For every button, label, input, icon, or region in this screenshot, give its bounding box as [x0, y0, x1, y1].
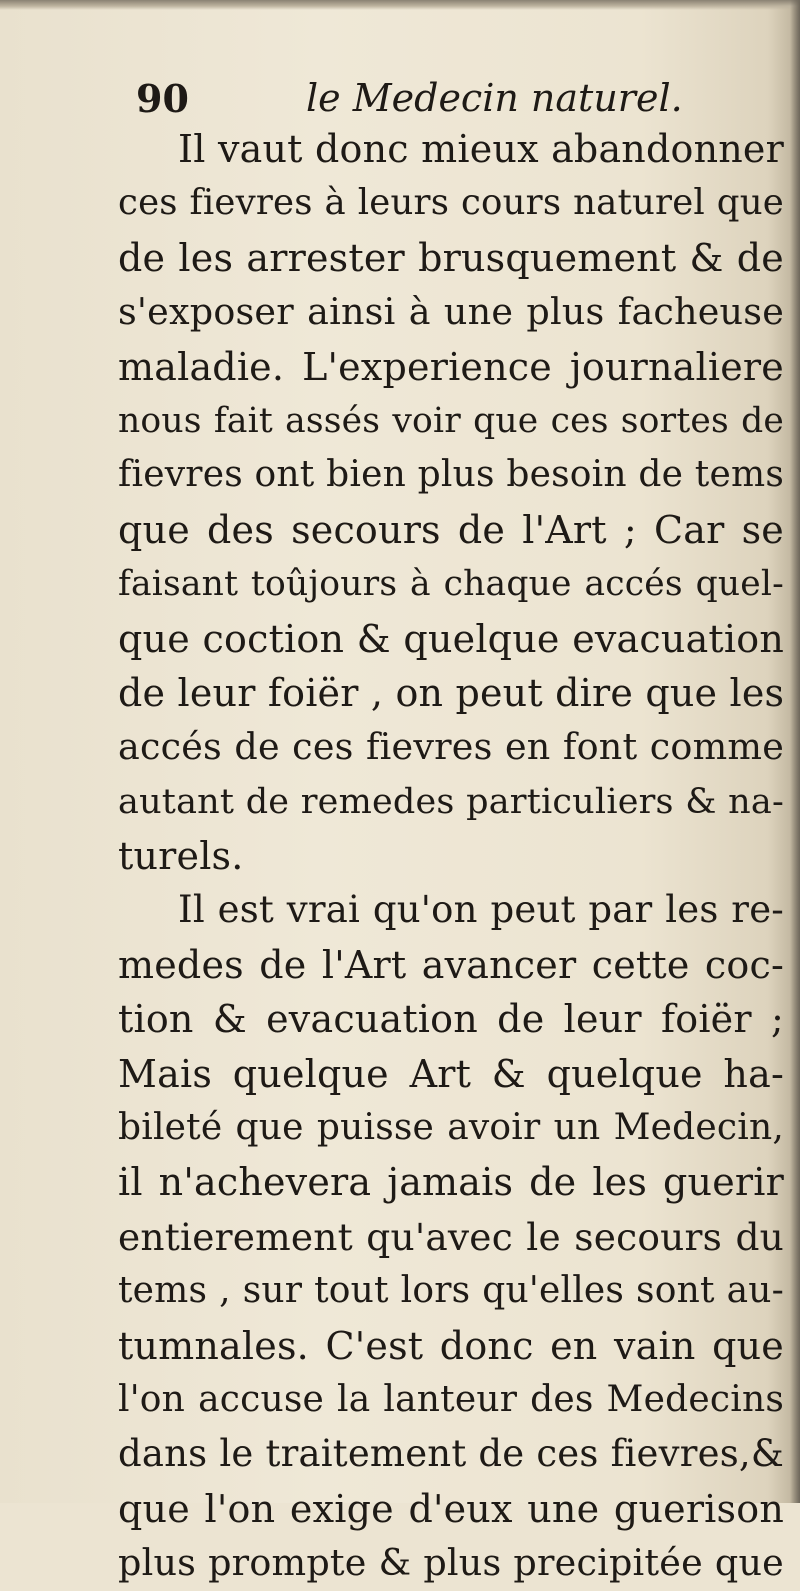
body-text: [118, 122, 784, 1591]
text-line: medes de l'Art avancer cette coc-: [118, 942, 784, 987]
text-line: ces fievres à leurs cours naturel que: [118, 182, 784, 224]
text-line: accés de ces fievres en font comme: [118, 725, 784, 769]
page-top-edge: [0, 0, 800, 10]
text-line: s'exposer ainsi à une plus facheuse: [118, 290, 784, 334]
text-line: maladie. L'experience journaliere: [118, 344, 784, 389]
text-line: que des secours de l'Art ; Car se: [118, 507, 784, 552]
running-head: [136, 72, 696, 124]
text-line: que coction & quelque evacuation: [118, 616, 784, 661]
page-number: 90: [136, 76, 189, 121]
text-line: Mais quelque Art & quelque ha-: [118, 1051, 784, 1096]
text-line: Il vaut donc mieux abandonner: [178, 127, 784, 171]
text-line: tion & evacuation de leur foiër ;: [118, 997, 784, 1042]
text-line: tems , sur tout lors qu'elles sont au-: [118, 1270, 784, 1312]
text-line: autant de remedes particuliers & na-: [118, 781, 784, 822]
text-line: l'on accuse la lanteur des Medecins: [118, 1378, 784, 1420]
running-title: le Medecin naturel.: [306, 76, 683, 120]
text-line: dans le traitement de ces fievres,&: [118, 1432, 784, 1476]
text-line: nous fait assés voir que ces sortes de: [118, 400, 784, 441]
text-line: que l'on exige d'eux une guerison: [118, 1486, 784, 1531]
text-line: faisant toûjours à chaque accés quel-: [118, 564, 784, 605]
page-right-edge: [790, 0, 800, 1503]
text-line: entierement qu'avec le secours du: [118, 1214, 784, 1259]
text-line: Il est vrai qu'on peut par les re-: [178, 888, 784, 932]
text-line: fievres ont bien plus besoin de tems: [118, 454, 784, 496]
text-line: turels.: [118, 834, 244, 879]
text-line: plus prompte & plus precipitée que: [118, 1541, 784, 1585]
text-line: tumnales. C'est donc en vain que: [118, 1323, 784, 1368]
text-line: il n'achevera jamais de les guerir: [118, 1160, 784, 1205]
text-line: de leur foiër , on peut dire que les: [118, 670, 785, 715]
text-line: bileté que puisse avoir un Medecin,: [118, 1107, 784, 1149]
text-line: de les arrester brusquement & de: [118, 235, 784, 280]
